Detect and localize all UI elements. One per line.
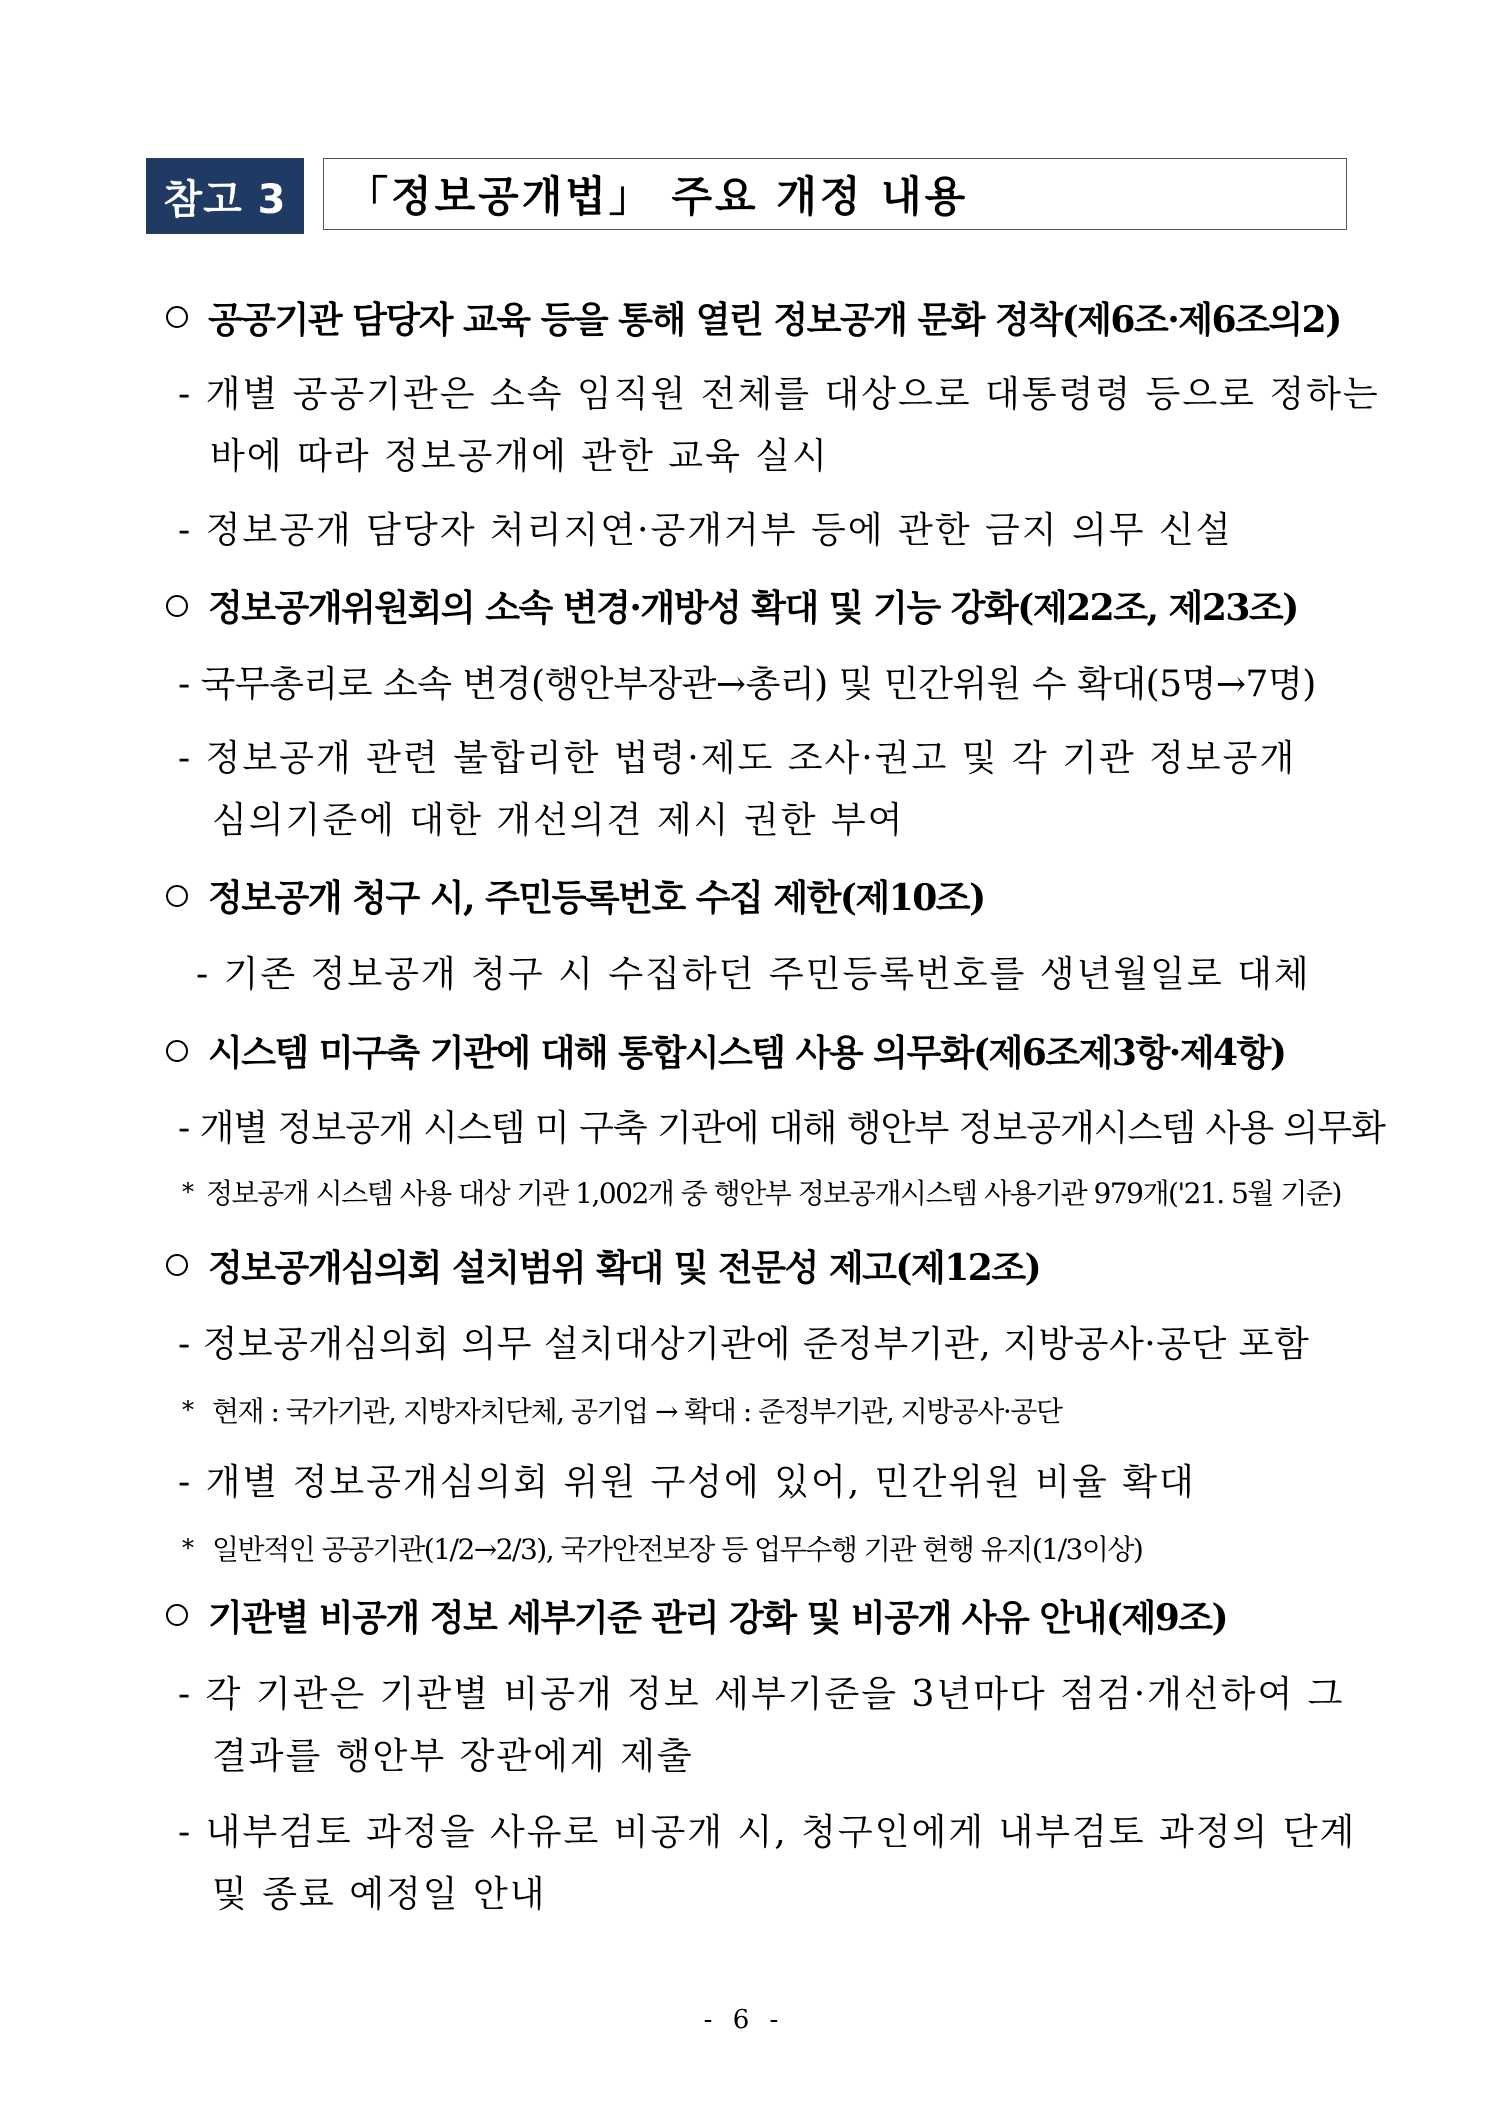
bullet-circle-icon — [166, 1604, 188, 1626]
section-heading: 기관별 비공개 정보 세부기준 관리 강화 및 비공개 사유 안내(제9조) — [208, 1597, 1228, 1639]
note-asterisk-icon: * — [182, 1178, 194, 1206]
note-text: 정보공개 시스템 사용 대상 기관 1,002개 중 행안부 정보공개시스템 사용기관 979개('21. 5월 기준) — [206, 1177, 1341, 1210]
bullet-circle-icon — [166, 306, 188, 328]
list-item: - 정보공개 담당자 처리지연·공개거부 등에 관한 금지 의무 신설 — [178, 510, 1233, 551]
section-heading: 정보공개심의회 설치범위 확대 및 전문성 제고(제12조) — [208, 1247, 1041, 1289]
list-item: - 정보공개심의회 의무 설치대상기관에 준정부기관, 지방공사·공단 포함 — [178, 1324, 1310, 1365]
note-text: 일반적인 공공기관(1/2→2/3), 국가안전보장 등 업무수행 기관 현행 유지(1/3이상) — [212, 1533, 1143, 1566]
bullet-circle-icon — [166, 595, 188, 617]
section-heading: 공공기관 담당자 교육 등을 통해 열린 정보공개 문화 정착(제6조·제6조의2) — [208, 299, 1341, 341]
list-item: - 개별 정보공개심의회 위원 구성에 있어, 민간위원 비율 확대 — [178, 1462, 1196, 1503]
reference-badge: 참고 3 — [146, 158, 304, 234]
bullet-circle-icon — [166, 1040, 188, 1062]
list-item: - 국무총리로 소속 변경(행안부장관→총리) 및 민간위원 수 확대(5명→7명) — [178, 664, 1316, 705]
list-item: - 기존 정보공개 청구 시 수집하던 주민등록번호를 생년월일로 대체 — [196, 954, 1311, 995]
list-item: - 정보공개 관련 불합리한 법령·제도 조사·권고 및 각 기관 정보공개 — [178, 738, 1297, 779]
page-title: 「정보공개법」 주요 개정 내용 — [323, 158, 1347, 230]
list-item: - 개별 정보공개 시스템 미 구축 기관에 대해 행안부 정보공개시스템 사용 의무화 — [178, 1108, 1385, 1149]
list-item: 바에 따라 정보공개에 관한 교육 실시 — [210, 436, 829, 477]
section-heading: 정보공개위원회의 소속 변경·개방성 확대 및 기능 강화(제22조, 제23조) — [208, 587, 1298, 629]
bullet-circle-icon — [166, 885, 188, 907]
section-heading: 시스템 미구축 기관에 대해 통합시스템 사용 의무화(제6조제3항·제4항) — [208, 1032, 1286, 1074]
section-heading: 정보공개 청구 시, 주민등록번호 수집 제한(제10조) — [208, 877, 985, 919]
list-item: - 개별 공공기관은 소속 임직원 전체를 대상으로 대통령령 등으로 정하는 — [178, 374, 1380, 415]
list-item: - 내부검토 과정을 사유로 비공개 시, 청구인에게 내부검토 과정의 단계 — [178, 1812, 1357, 1853]
note-asterisk-icon: * — [182, 1396, 194, 1424]
list-item: - 각 기관은 기관별 비공개 정보 세부기준을 3년마다 점검·개선하여 그 — [178, 1674, 1345, 1715]
note-text: 현재 : 국가기관, 지방자치단체, 공기업 → 확대 : 준정부기관, 지방공사·공단 — [212, 1395, 1062, 1428]
note-asterisk-icon: * — [182, 1534, 194, 1562]
list-item: 및 종료 예정일 안내 — [212, 1874, 547, 1915]
list-item: 결과를 행안부 장관에게 제출 — [212, 1736, 694, 1777]
bullet-circle-icon — [166, 1254, 188, 1276]
page-number: - 6 - — [703, 2005, 785, 2035]
list-item: 심의기준에 대한 개선의견 제시 권한 부여 — [212, 800, 905, 841]
